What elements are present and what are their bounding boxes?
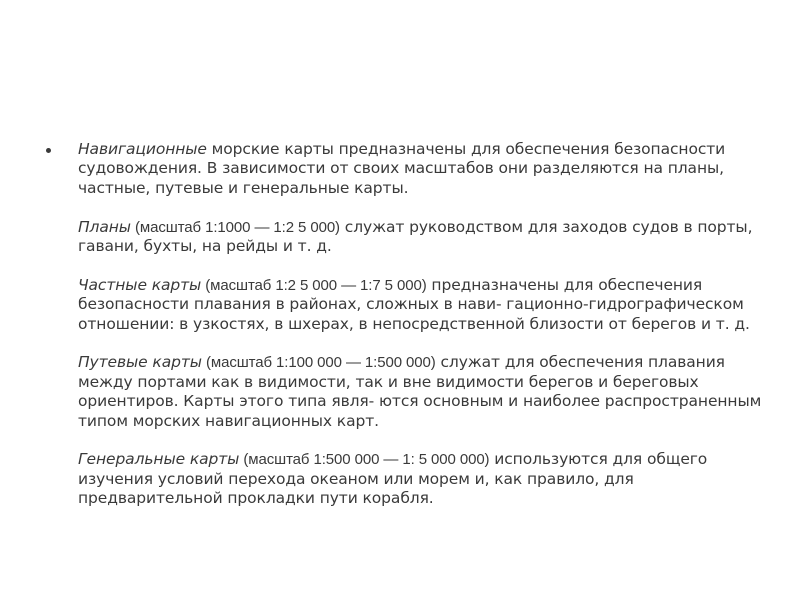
bullet-dot-icon [46, 148, 51, 153]
paragraph-private-charts [78, 276, 776, 334]
term-plans: Планы [78, 217, 131, 236]
term-navigational: Навигационные [78, 140, 207, 158]
paragraph-text: предназначены для обеспечения безопасности плавания в районах, сложных в нави- гационно-гидрографическом отношении: в узкостях, в шхерах, в непосредственной близости от берегов и т. д. [78, 275, 750, 333]
term-private-charts: Частные карты [78, 275, 202, 294]
paragraph-text: служат для обеспечения плавания между портами как в видимости, так и вне видимости берегов и береговых ориентиров. Карты этого типа явля- ются основным и наиболее распространенным типом морских навигационных карт. [78, 353, 762, 430]
scale-range: (масштаб 1:500 000 — 1: 5 000 000) [239, 451, 490, 469]
paragraph-plans [78, 218, 776, 257]
bullet-list [46, 140, 776, 509]
paragraph-navigational-charts [78, 140, 776, 198]
paragraph-text: используются для общего изучения условий перехода океаном или морем и, как правило, для предварительной прокладки пути корабля. [78, 450, 708, 508]
scale-range: (масштаб 1:1000 — 1:2 5 000) [130, 218, 340, 236]
scale-range: (масштаб 1:2 5 000 — 1:7 5 000) [201, 276, 427, 294]
paragraph-general-charts [78, 450, 776, 508]
paragraph-text: морские карты предназначены для обеспечения безопасности судовождения. В зависимости от своих масштабов они разделяются на планы, частные, путевые и генеральные карты. [78, 140, 726, 197]
paragraph-route-charts [78, 353, 776, 431]
term-general-charts: Генеральные карты [78, 450, 240, 469]
scale-range: (масштаб 1:100 000 — 1:500 000) [201, 354, 436, 372]
term-route-charts: Путевые карты [78, 353, 202, 372]
bullet-item [46, 140, 776, 509]
paragraph-text: служат руководством для заходов судов в порты, гавани, бухты, на рейды и т. д. [78, 217, 753, 256]
